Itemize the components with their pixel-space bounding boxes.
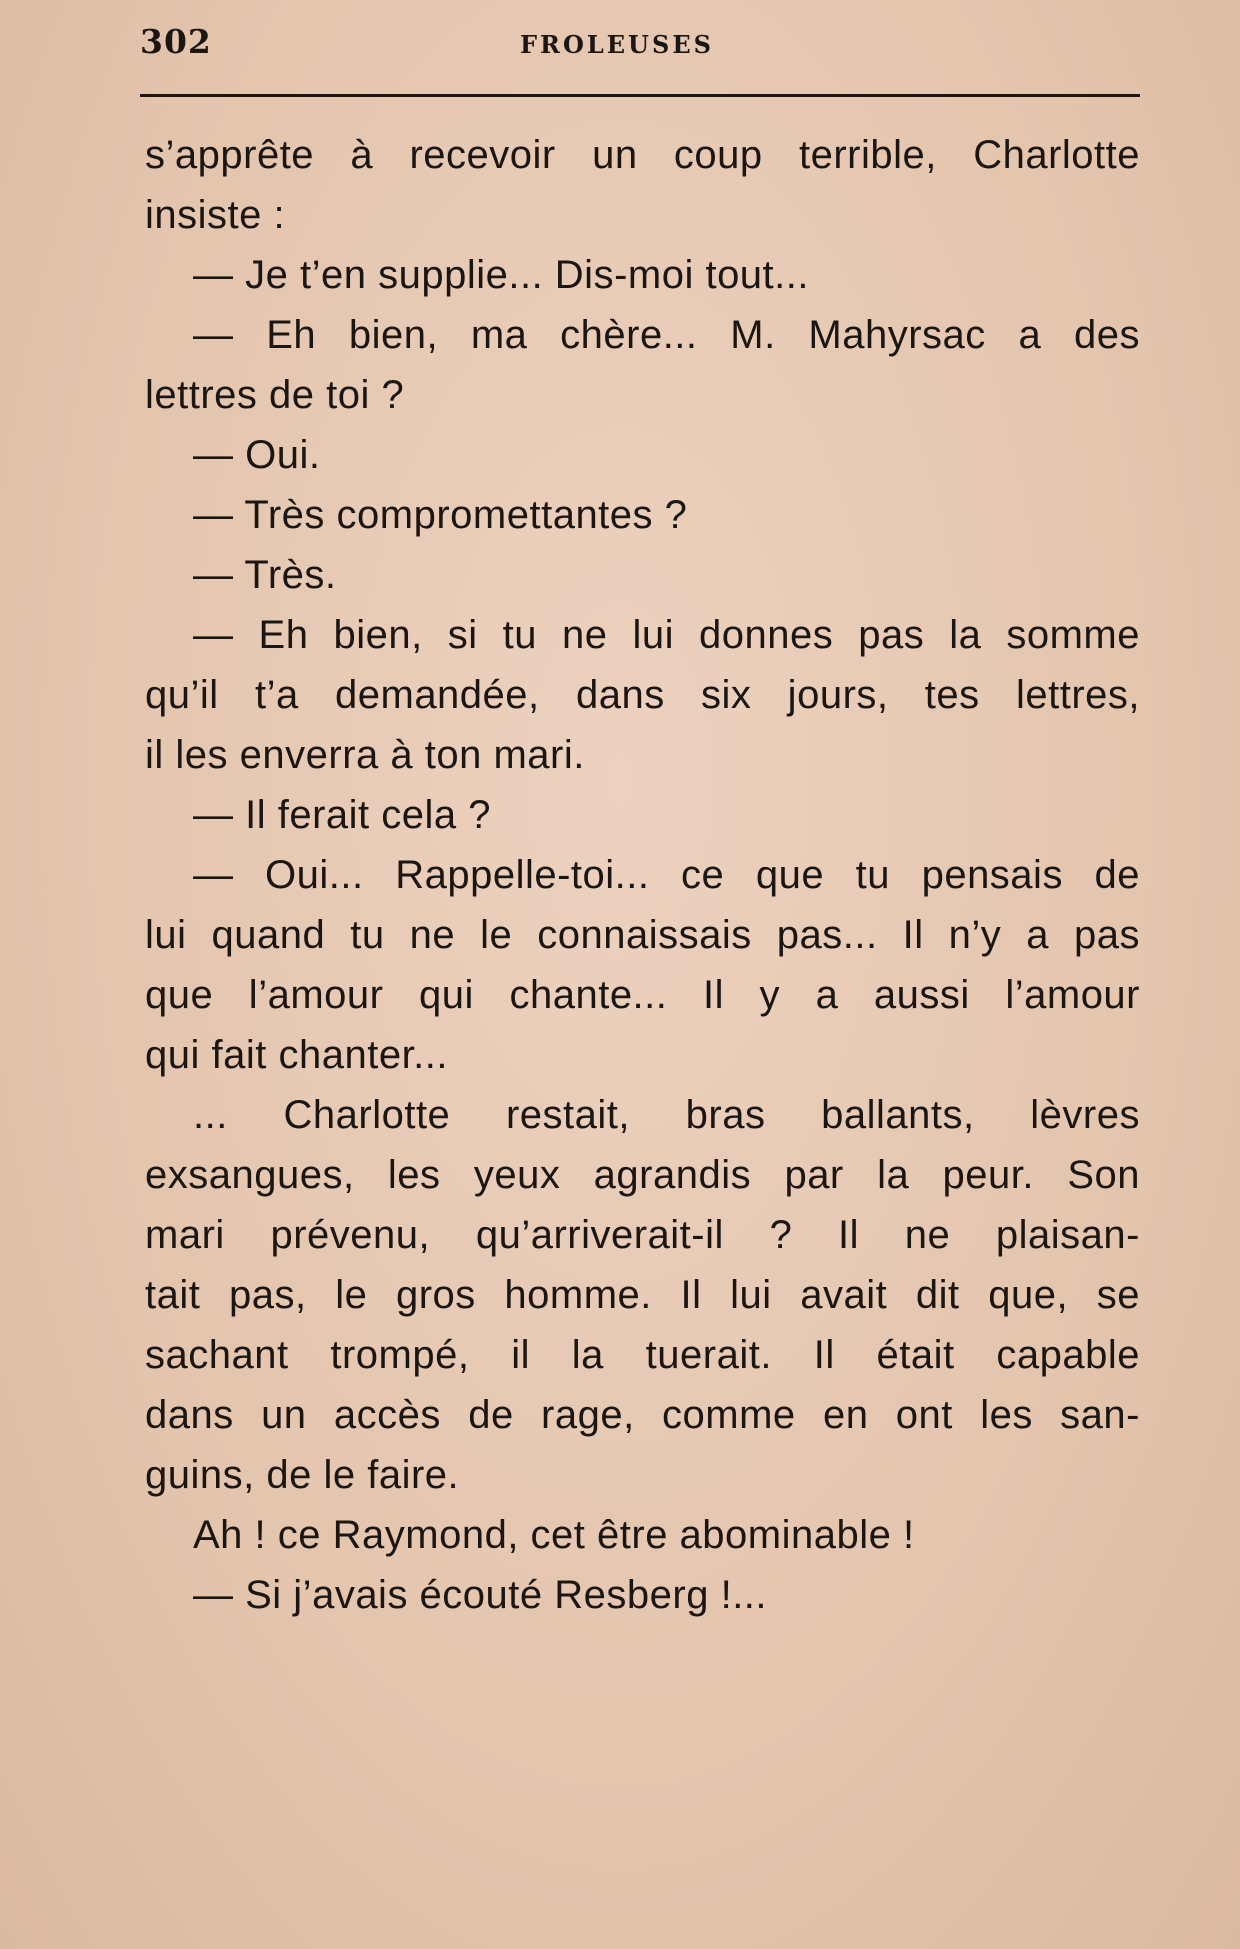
text-line: dans un accès de rage, comme en ont les san- bbox=[145, 1393, 1140, 1437]
text-line: qu’il t’a demandée, dans six jours, tes lettres, bbox=[145, 673, 1140, 717]
text-line: s’apprête à recevoir un coup terrible, Charlotte bbox=[145, 133, 1140, 177]
text-line: — Très compromettantes ? bbox=[193, 493, 688, 537]
text-line: que l’amour qui chante... Il y a aussi l’amour bbox=[145, 973, 1140, 1017]
text-line: insiste : bbox=[145, 193, 286, 237]
text-line: mari prévenu, qu’arriverait-il ? Il ne plaisan- bbox=[145, 1213, 1140, 1257]
text-line: il les enverra à ton mari. bbox=[145, 733, 585, 777]
text-line: Ah ! ce Raymond, cet être abominable ! bbox=[193, 1513, 915, 1557]
text-line: qui fait chanter... bbox=[145, 1033, 449, 1077]
text-line: — Eh bien, ma chère... M. Mahyrsac a des bbox=[193, 313, 1140, 357]
text-line: exsangues, les yeux agrandis par la peur. Son bbox=[145, 1153, 1140, 1197]
text-line: — Il ferait cela ? bbox=[193, 793, 492, 837]
page-header bbox=[140, 22, 1140, 72]
text-line: lettres de toi ? bbox=[145, 373, 405, 417]
text-line: — Oui. bbox=[193, 433, 321, 477]
header-rule bbox=[140, 94, 1140, 97]
running-title: FROLEUSES bbox=[520, 30, 714, 59]
text-line: guins, de le faire. bbox=[145, 1453, 460, 1497]
text-line: — Je t’en supplie... Dis-moi tout... bbox=[193, 253, 810, 297]
text-line: — Eh bien, si tu ne lui donnes pas la somme bbox=[193, 613, 1140, 657]
text-line: tait pas, le gros homme. Il lui avait dit que, se bbox=[145, 1273, 1140, 1317]
text-line: — Oui... Rappelle-toi... ce que tu pensais de bbox=[193, 853, 1140, 897]
page-number: 302 bbox=[140, 22, 212, 61]
text-line: ... Charlotte restait, bras ballants, lèvres bbox=[193, 1093, 1140, 1137]
text-line: — Très. bbox=[193, 553, 337, 597]
text-line: lui quand tu ne le connaissais pas... Il n’y a pas bbox=[145, 913, 1140, 957]
text-line: — Si j’avais écouté Resberg !... bbox=[193, 1573, 768, 1617]
text-line: sachant trompé, il la tuerait. Il était capable bbox=[145, 1333, 1140, 1377]
body-text bbox=[145, 125, 1140, 1625]
